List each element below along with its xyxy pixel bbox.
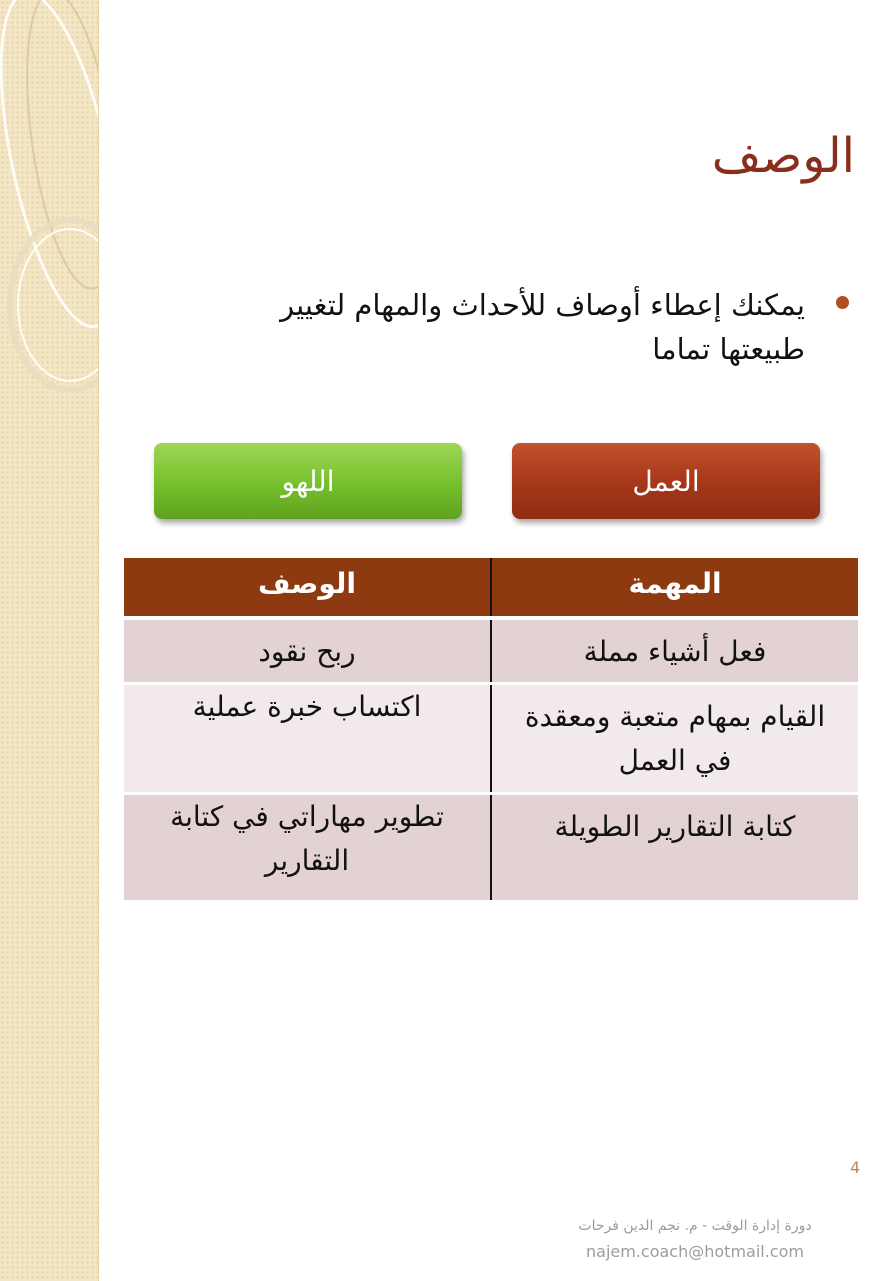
table-row xyxy=(124,684,858,794)
play-label-box: اللهو xyxy=(154,443,462,519)
description-cell: تطوير مهاراتي في كتابة التقارير xyxy=(124,794,491,900)
task-cell: القيام بمهام متعبة ومعقدة في العمل xyxy=(491,684,858,794)
decorative-side-band xyxy=(0,0,99,1281)
bullet-dot-icon xyxy=(836,296,849,309)
bullet-text: يمكنك إعطاء أوصاف للأحداث والمهام لتغيير طبيعتها تماما xyxy=(280,288,805,366)
header-description: الوصف xyxy=(124,558,491,618)
description-cell: ربح نقود xyxy=(124,618,491,684)
work-label-box: العمل xyxy=(512,443,820,519)
bullet-item xyxy=(229,283,849,371)
description-table xyxy=(124,558,858,900)
footer xyxy=(545,1213,845,1265)
slide-title: الوصف xyxy=(711,128,855,184)
table-header-row xyxy=(124,558,858,618)
description-cell: اكتساب خبرة عملية xyxy=(124,684,491,794)
decorative-rings xyxy=(0,0,98,1281)
table-row xyxy=(124,618,858,684)
table-row xyxy=(124,794,858,900)
task-cell: كتابة التقارير الطويلة xyxy=(491,794,858,900)
task-cell: فعل أشياء مملة xyxy=(491,618,858,684)
page-number: 4 xyxy=(850,1158,861,1177)
footer-course: دورة إدارة الوقت - م. نجم الدين فرحات xyxy=(578,1218,812,1234)
header-task: المهمة xyxy=(491,558,858,618)
footer-email: najem.coach@hotmail.com xyxy=(586,1242,804,1261)
